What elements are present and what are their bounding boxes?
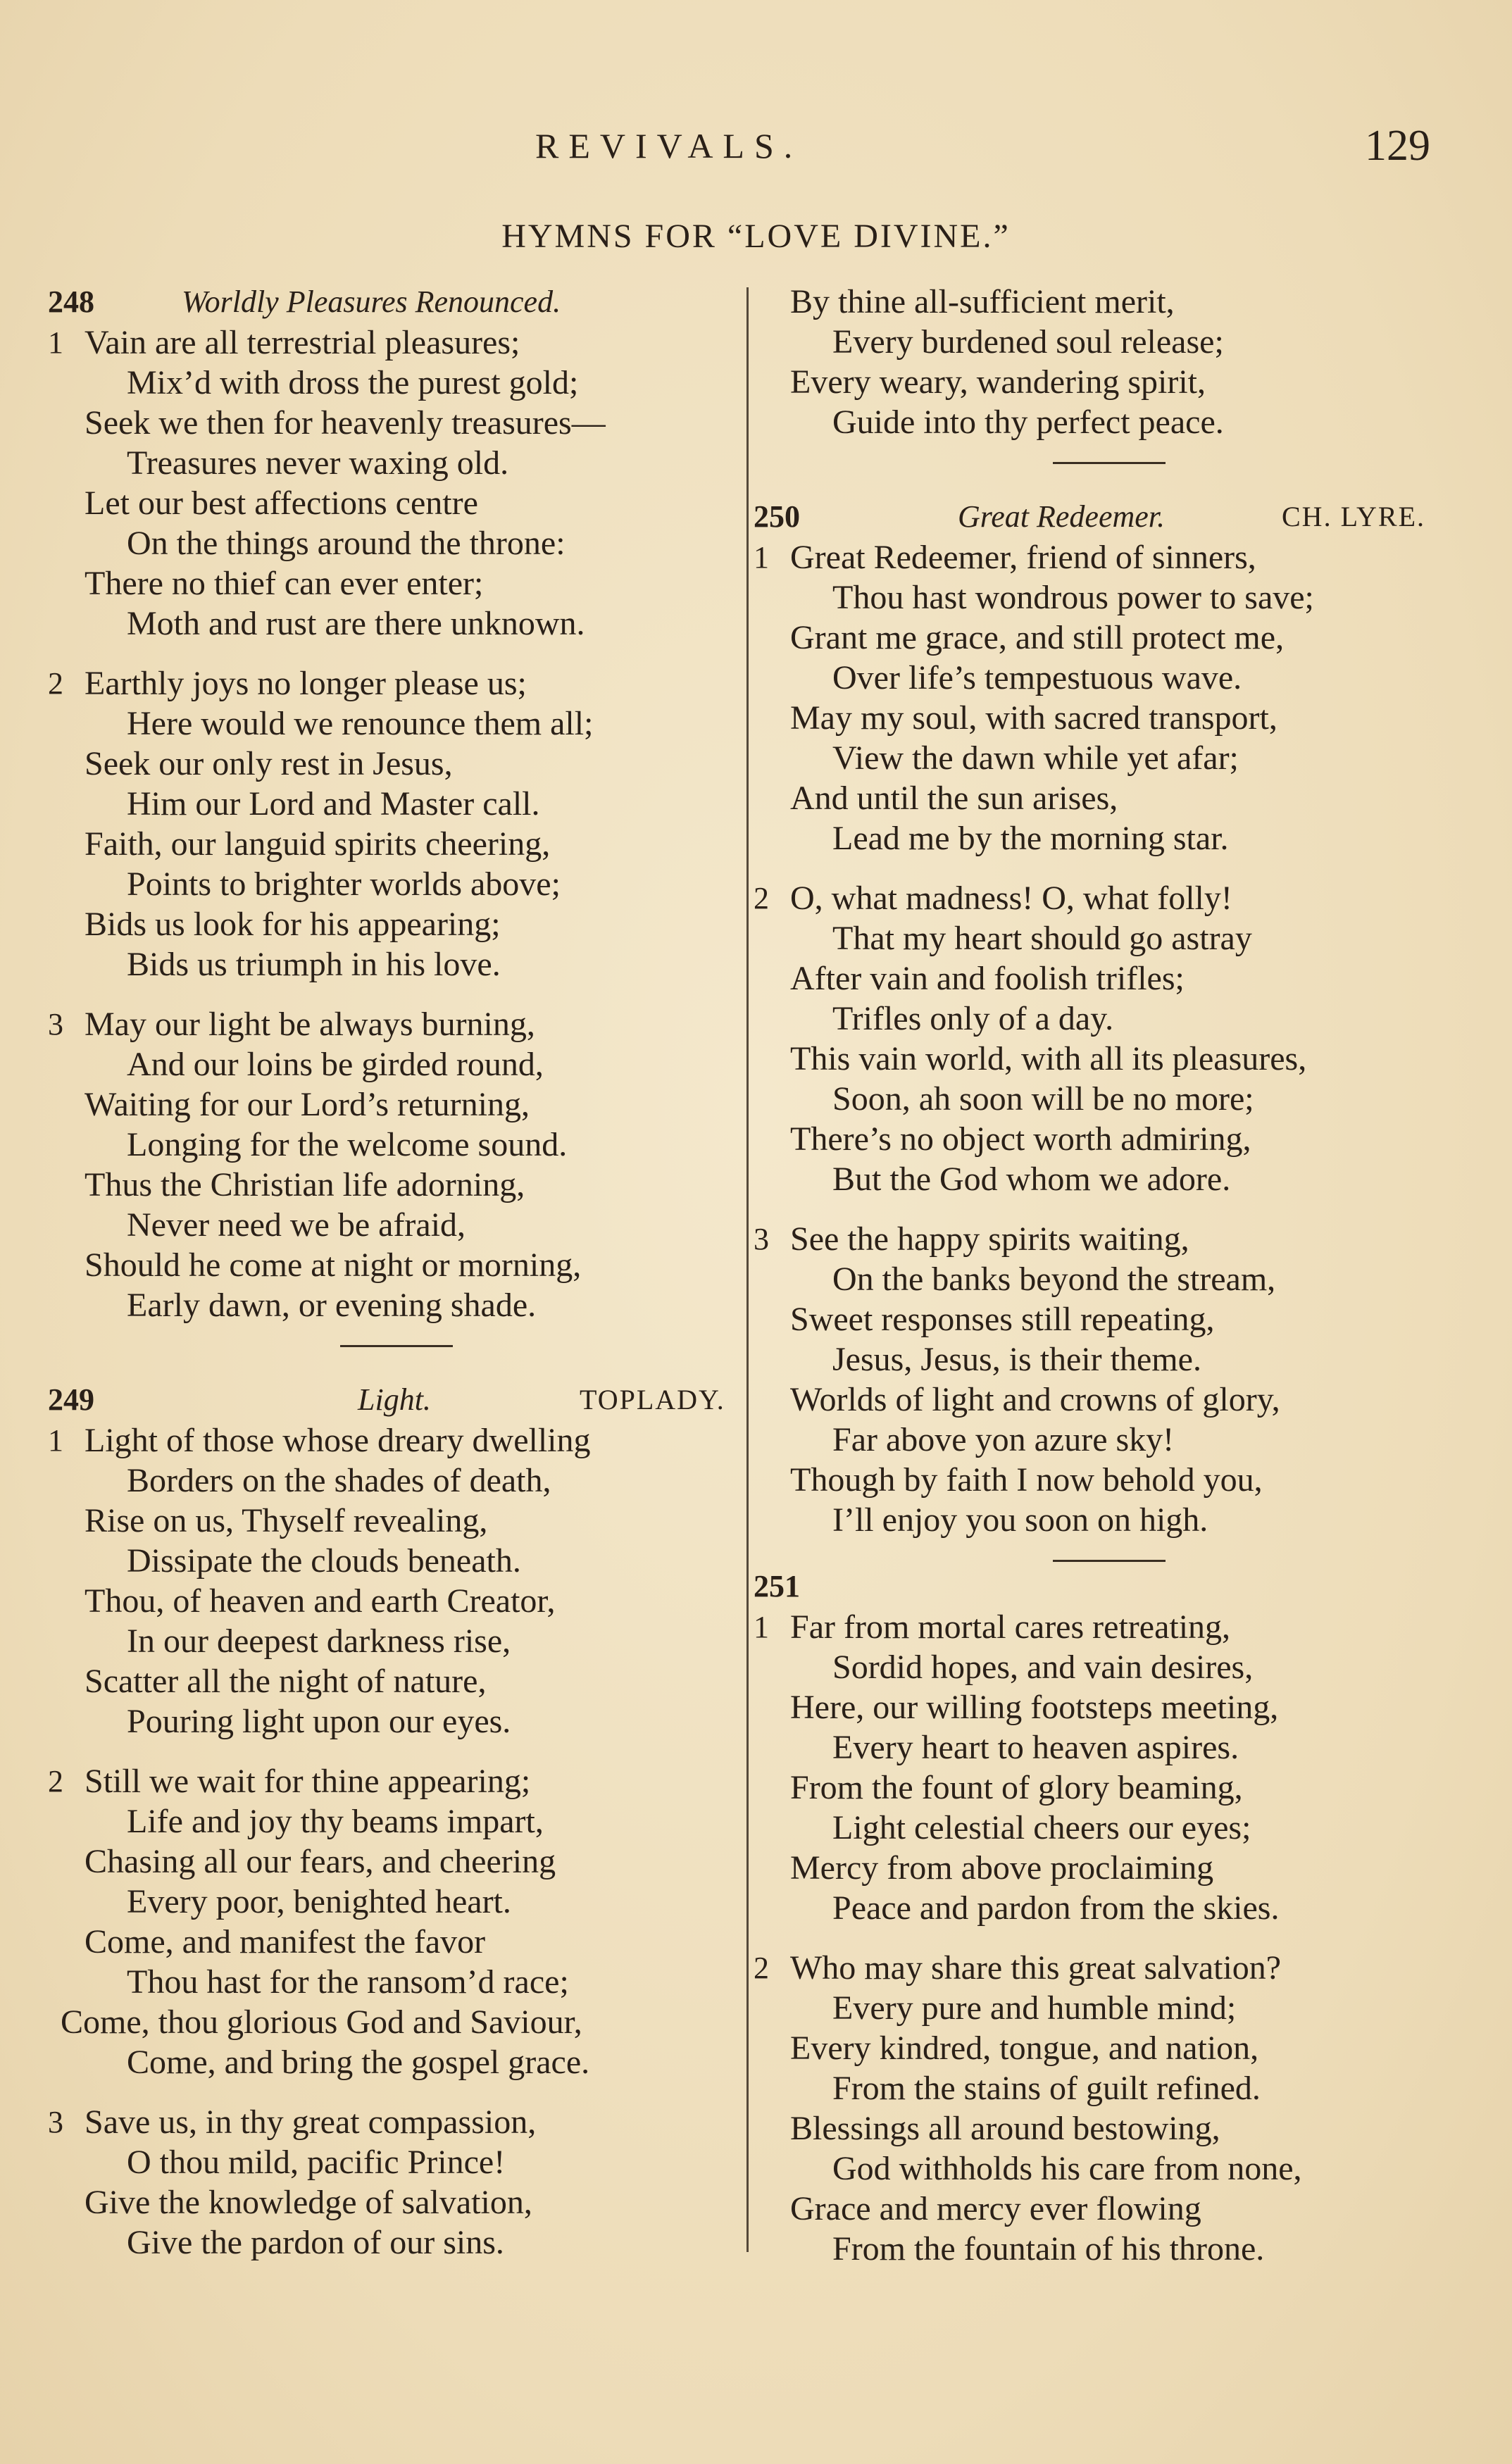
stanza-number: 1: [754, 1610, 769, 1644]
hymn-line: Light celestial cheers our eyes;: [832, 1809, 1251, 1846]
stanza: [754, 1219, 1465, 1540]
hymn-line: Far from mortal cares retreating,: [790, 1608, 1231, 1646]
hymn-line: Seek we then for heavenly treasures—: [85, 404, 606, 442]
stanza-number: 2: [48, 666, 63, 701]
hymn-line: And our loins be girded round,: [127, 1046, 544, 1083]
hymn-author: TOPLADY.: [580, 1384, 725, 1415]
hymn-line: May our light be always burning,: [85, 1006, 535, 1043]
hymn-divider: [1053, 1560, 1166, 1562]
stanza: [754, 878, 1465, 1199]
hymn-line: Let our best affections centre: [85, 484, 478, 522]
hymn-line: I’ll enjoy you soon on high.: [832, 1501, 1208, 1539]
hymn-line: View the dawn while yet afar;: [832, 739, 1239, 777]
hymn-line: From the stains of guilt refined.: [832, 2070, 1261, 2107]
hymn-line: Sordid hopes, and vain desires,: [832, 1649, 1254, 1686]
hymn-line: Light of those whose dreary dwelling: [85, 1422, 591, 1459]
hymn-line: Every weary, wandering spirit,: [790, 363, 1206, 401]
running-head: [0, 122, 1512, 175]
hymn-line: Rise on us, Thyself revealing,: [85, 1502, 488, 1539]
hymn-line: Grace and mercy ever flowing: [790, 2190, 1201, 2227]
hymn-line: Lead me by the morning star.: [832, 820, 1229, 857]
hymn-line: Who may share this great salvation?: [790, 1949, 1282, 1987]
hymn-line: Save us, in thy great compassion,: [85, 2103, 537, 2141]
column-divider-rule: [746, 287, 749, 2252]
hymn-line: See the happy spirits waiting,: [790, 1220, 1189, 1258]
stanza: [48, 663, 745, 984]
hymn-line: Sweet responses still repeating,: [790, 1301, 1215, 1338]
hymn-number: 248: [48, 284, 94, 319]
hymn-line: Thou, of heaven and earth Creator,: [85, 1582, 556, 1620]
hymn-line: Never need we be afraid,: [127, 1206, 466, 1244]
hymn-line: Every burdened soul release;: [832, 323, 1224, 361]
stanza: [754, 537, 1465, 858]
hymn-line: Great Redeemer, friend of sinners,: [790, 539, 1256, 576]
hymn-line: Thou hast for the ransom’d race;: [127, 1963, 569, 2001]
hymn-title: Worldly Pleasures Renounced.: [182, 284, 561, 319]
hymn-line: Longing for the welcome sound.: [127, 1126, 568, 1163]
hymn-line: Every poor, benighted heart.: [127, 1883, 511, 1920]
hymn-line: Points to brighter worlds above;: [127, 865, 561, 903]
hymn-line: Should he come at night or morning,: [85, 1246, 582, 1284]
hymn-line: There no thief can ever enter;: [85, 565, 484, 602]
stanza: [48, 1761, 745, 2082]
hymn-line: But the God whom we adore.: [832, 1161, 1231, 1198]
hymn-line: Here, our willing footsteps meeting,: [790, 1689, 1279, 1726]
hymn-line: Early dawn, or evening shade.: [127, 1287, 537, 1324]
hymn-line: Mix’d with dross the purest gold;: [127, 364, 579, 401]
hymn-line: From the fountain of his throne.: [832, 2230, 1265, 2268]
stanza: [48, 2102, 745, 2263]
hymn-header: [754, 1566, 1465, 1607]
hymn-line: Moth and rust are there unknown.: [127, 605, 585, 642]
page-number: 129: [1365, 122, 1430, 170]
hymn-line: Bids us triumph in his love.: [127, 946, 501, 983]
hymn-header: [48, 1380, 745, 1420]
stanza: [48, 1420, 745, 1741]
hymn-line: Every kindred, tongue, and nation,: [790, 2030, 1259, 2067]
hymn-number: 251: [754, 1569, 800, 1603]
hymn-line: Over life’s tempestuous wave.: [832, 659, 1242, 696]
stanza: [754, 282, 1465, 442]
hymn-line: On the things around the throne:: [127, 525, 566, 562]
hymn-line: Though by faith I now behold you,: [790, 1461, 1263, 1499]
hymn-line: Thus the Christian life adorning,: [85, 1166, 525, 1203]
hymn-line: And until the sun arises,: [790, 780, 1118, 817]
hymn-line: Earthly joys no longer please us;: [85, 665, 527, 702]
stanza-number: 2: [754, 1951, 769, 1985]
stanza-number: 3: [48, 2105, 63, 2139]
hymn-line: Faith, our languid spirits cheering,: [85, 825, 551, 863]
hymn-line: Dissipate the clouds beneath.: [127, 1542, 521, 1580]
right-column: [754, 282, 1465, 2289]
stanza-number: 3: [48, 1007, 63, 1042]
stanza: [48, 323, 745, 644]
hymn-divider: [1053, 462, 1166, 464]
hymn-line: Thou hast wondrous power to save;: [832, 579, 1314, 616]
hymn-line: Him our Lord and Master call.: [127, 785, 540, 823]
hymn-line: Trifles only of a day.: [832, 1000, 1114, 1037]
hymn-line: Still we wait for thine appearing;: [85, 1763, 531, 1800]
hymn-line: Mercy from above proclaiming: [790, 1849, 1214, 1887]
stanza-number: 2: [48, 1764, 63, 1799]
hymn-line: There’s no object worth admiring,: [790, 1120, 1251, 1158]
hymn-title: Great Redeemer.: [958, 499, 1166, 534]
hymn-line: Vain are all terrestrial pleasures;: [85, 324, 520, 361]
hymn-line: Scatter all the night of nature,: [85, 1663, 487, 1700]
hymn-line: God withholds his care from none,: [832, 2150, 1302, 2187]
hymn-divider: [340, 1345, 453, 1347]
hymn-line: Life and joy thy beams impart,: [127, 1803, 544, 1840]
hymn-249: [48, 1380, 745, 2263]
hymn-number: 250: [754, 499, 800, 534]
hymn-number: 249: [48, 1382, 94, 1417]
hymn-line: Give the pardon of our sins.: [127, 2224, 504, 2261]
hymn-line: Every heart to heaven aspires.: [832, 1729, 1239, 1766]
stanza: [754, 1948, 1465, 2269]
hymn-line: May my soul, with sacred transport,: [790, 699, 1277, 737]
hymn-line: Pouring light upon our eyes.: [127, 1703, 511, 1740]
hymn-249-continued: [754, 282, 1465, 442]
hymn-line: O thou mild, pacific Prince!: [127, 2144, 506, 2181]
stanza: [48, 1004, 745, 1325]
left-column: [48, 282, 745, 2282]
hymn-line: Soon, ah soon will be no more;: [832, 1080, 1254, 1118]
hymn-line: That my heart should go astray: [832, 920, 1252, 957]
hymn-line: Far above yon azure sky!: [832, 1421, 1175, 1458]
hymn-line: Come, thou glorious God and Saviour,: [61, 2003, 582, 2041]
hymn-251: [754, 1566, 1465, 2269]
hymn-line: Give the knowledge of salvation,: [85, 2184, 532, 2221]
hymn-line: O, what madness! O, what folly!: [790, 880, 1232, 917]
hymn-line: Come, and bring the gospel grace.: [127, 2044, 590, 2081]
stanza-number: 2: [754, 881, 769, 915]
hymn-line: Worlds of light and crowns of glory,: [790, 1381, 1280, 1418]
hymn-header: [754, 496, 1465, 537]
stanza-number: 3: [754, 1222, 769, 1256]
hymn-line: In our deepest darkness rise,: [127, 1622, 511, 1660]
hymn-line: Grant me grace, and still protect me,: [790, 619, 1285, 656]
stanza-number: 1: [48, 1423, 63, 1458]
hymn-line: On the banks beyond the stream,: [832, 1261, 1276, 1298]
hymn-250: [754, 496, 1465, 1540]
section-title: HYMNS FOR “LOVE DIVINE.”: [501, 218, 1011, 255]
stanza-number: 1: [48, 325, 63, 360]
hymn-line: By thine all-sufficient merit,: [790, 283, 1175, 320]
hymn-line: Blessings all around bestowing,: [790, 2110, 1220, 2147]
hymn-line: Come, and manifest the favor: [85, 1923, 486, 1960]
hymn-line: After vain and foolish trifles;: [790, 960, 1185, 997]
stanza-number: 1: [754, 540, 769, 575]
hymn-line: Waiting for our Lord’s returning,: [85, 1086, 530, 1123]
stanza: [754, 1607, 1465, 1928]
hymn-line: This vain world, with all its pleasures,: [790, 1040, 1307, 1077]
hymn-line: Every pure and humble mind;: [832, 1989, 1237, 2027]
hymn-line: From the fount of glory beaming,: [790, 1769, 1243, 1806]
hymn-line: Guide into thy perfect peace.: [832, 404, 1224, 441]
hymn-line: Jesus, Jesus, is their theme.: [832, 1341, 1201, 1378]
hymn-author: CH. LYRE.: [1282, 501, 1425, 532]
hymn-line: Bids us look for his appearing;: [85, 906, 501, 943]
hymn-line: Seek our only rest in Jesus,: [85, 745, 453, 782]
hymn-line: Peace and pardon from the skies.: [832, 1889, 1280, 1927]
hymn-title: Light.: [358, 1382, 431, 1417]
hymn-line: Here would we renounce them all;: [127, 705, 594, 742]
hymn-line: Chasing all our fears, and cheering: [85, 1843, 556, 1880]
hymn-line: Borders on the shades of death,: [127, 1462, 551, 1499]
hymn-header: [48, 282, 745, 323]
hymn-248: [48, 282, 745, 1325]
running-title: REVIVALS.: [535, 126, 803, 165]
hymn-line: Treasures never waxing old.: [127, 444, 509, 482]
